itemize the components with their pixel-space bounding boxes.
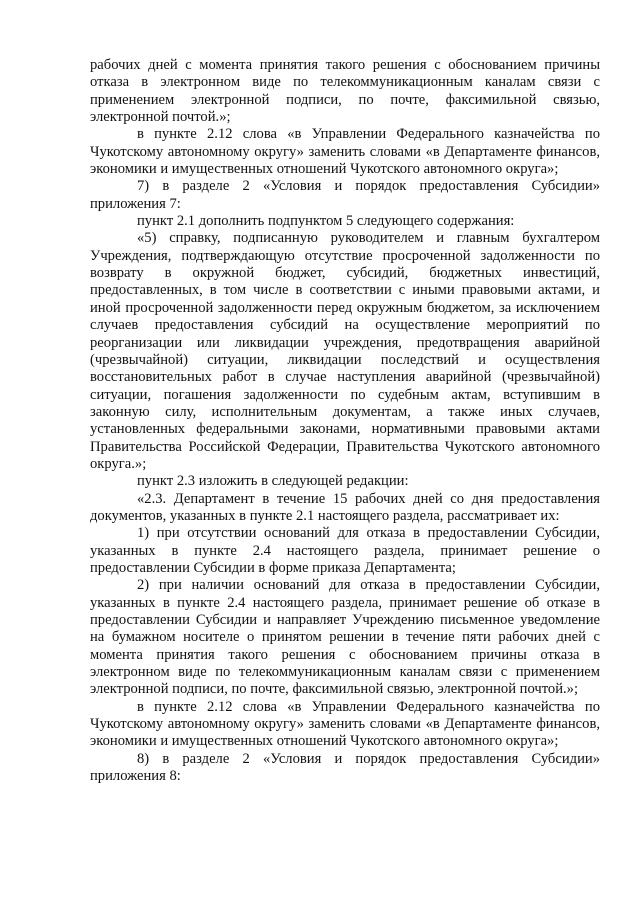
paragraph-item-7: 7) в разделе 2 «Условия и порядок предоставления Субсидии» приложения 7: xyxy=(90,178,600,212)
paragraph-amend-2-1: пункт 2.1 дополнить подпунктом 5 следующего содержания: xyxy=(137,213,515,230)
paragraph-amend-2-3: пункт 2.3 изложить в следующей редакции: xyxy=(137,473,409,490)
paragraph-continuation: рабочих дней с момента принятия такого решения с обоснованием причины отказа в электронном виде по телекоммуникационным каналам связи с применением электронной подписи, по почте, факсимильной связью, электронной почтой.»; xyxy=(90,57,600,126)
paragraph-subitem-2: 2) при наличии оснований для отказа в предоставлении Субсидии, указанных в пункте 2.4 настоящего раздела, принимает решение об отказе в предоставлении Субсидии и направляет Учреждению письменное уведомление на бумажном носителе о принятом решении в течение пяти рабочих дней с момента принятия такого решения с обоснованием причины отказа в электронном виде по телекоммуникационным каналам связи с применением электронной подписи, по почте, факсимильной связью, электронной почтой.»; xyxy=(90,577,600,698)
paragraph-subitem-5: «5) справку, подписанную руководителем и главным бухгалтером Учреждения, подтверждающую отсутствие просроченной задолженности по возврату в окружной бюджет, субсидий, бюджетных инвестиций, предоставленных, в том числе в соответствии с иными правовыми актами, и иной просроченной задолженности перед окружным бюджетом, за исключением случаев предоставления субсидий на осуществление мероприятий по реорганизации или ликвидации учреждения, предотвращения аварийной (чрезвычайной) ситуации, ликвидации последствий и осуществления восстановительных работ в случае наступления аварийной (чрезвычайной) ситуации, погашения задолженности по судебным актам, вступившим в законную силу, исполнительным документам, а также иных случаев, установленных федеральными законами, нормативными правовыми актами Правительства Российской Федерации, Правительства Чукотского автономного округа.»; xyxy=(90,230,600,472)
paragraph-2-3-text: «2.3. Департамент в течение 15 рабочих дней со дня предоставления документов, указанных в пункте 2.1 настоящего раздела, рассматривает их: xyxy=(90,490,600,524)
paragraph-amend-2-12-b: в пункте 2.12 слова «в Управлении Федерального казначейства по Чукотскому автономному округу» заменить словами «в Департаменте финансов, экономики и имущественных отношений Чукотского автономного округа»; xyxy=(90,698,600,750)
paragraph-amend-2-12-a: в пункте 2.12 слова «в Управлении Федерального казначейства по Чукотскому автономному округу» заменить словами «в Департаменте финансов, экономики и имущественных отношений Чукотского автономного округа»; xyxy=(90,126,600,178)
paragraph-item-8: 8) в разделе 2 «Условия и порядок предоставления Субсидии» приложения 8: xyxy=(90,750,600,785)
paragraph-subitem-1: 1) при отсутствии оснований для отказа в предоставлении Субсидии, указанных в пункте 2.4 настоящего раздела, принимает решение о предоставлении Субсидии в форме приказа Департамента; xyxy=(90,525,600,576)
document-page xyxy=(90,57,600,785)
